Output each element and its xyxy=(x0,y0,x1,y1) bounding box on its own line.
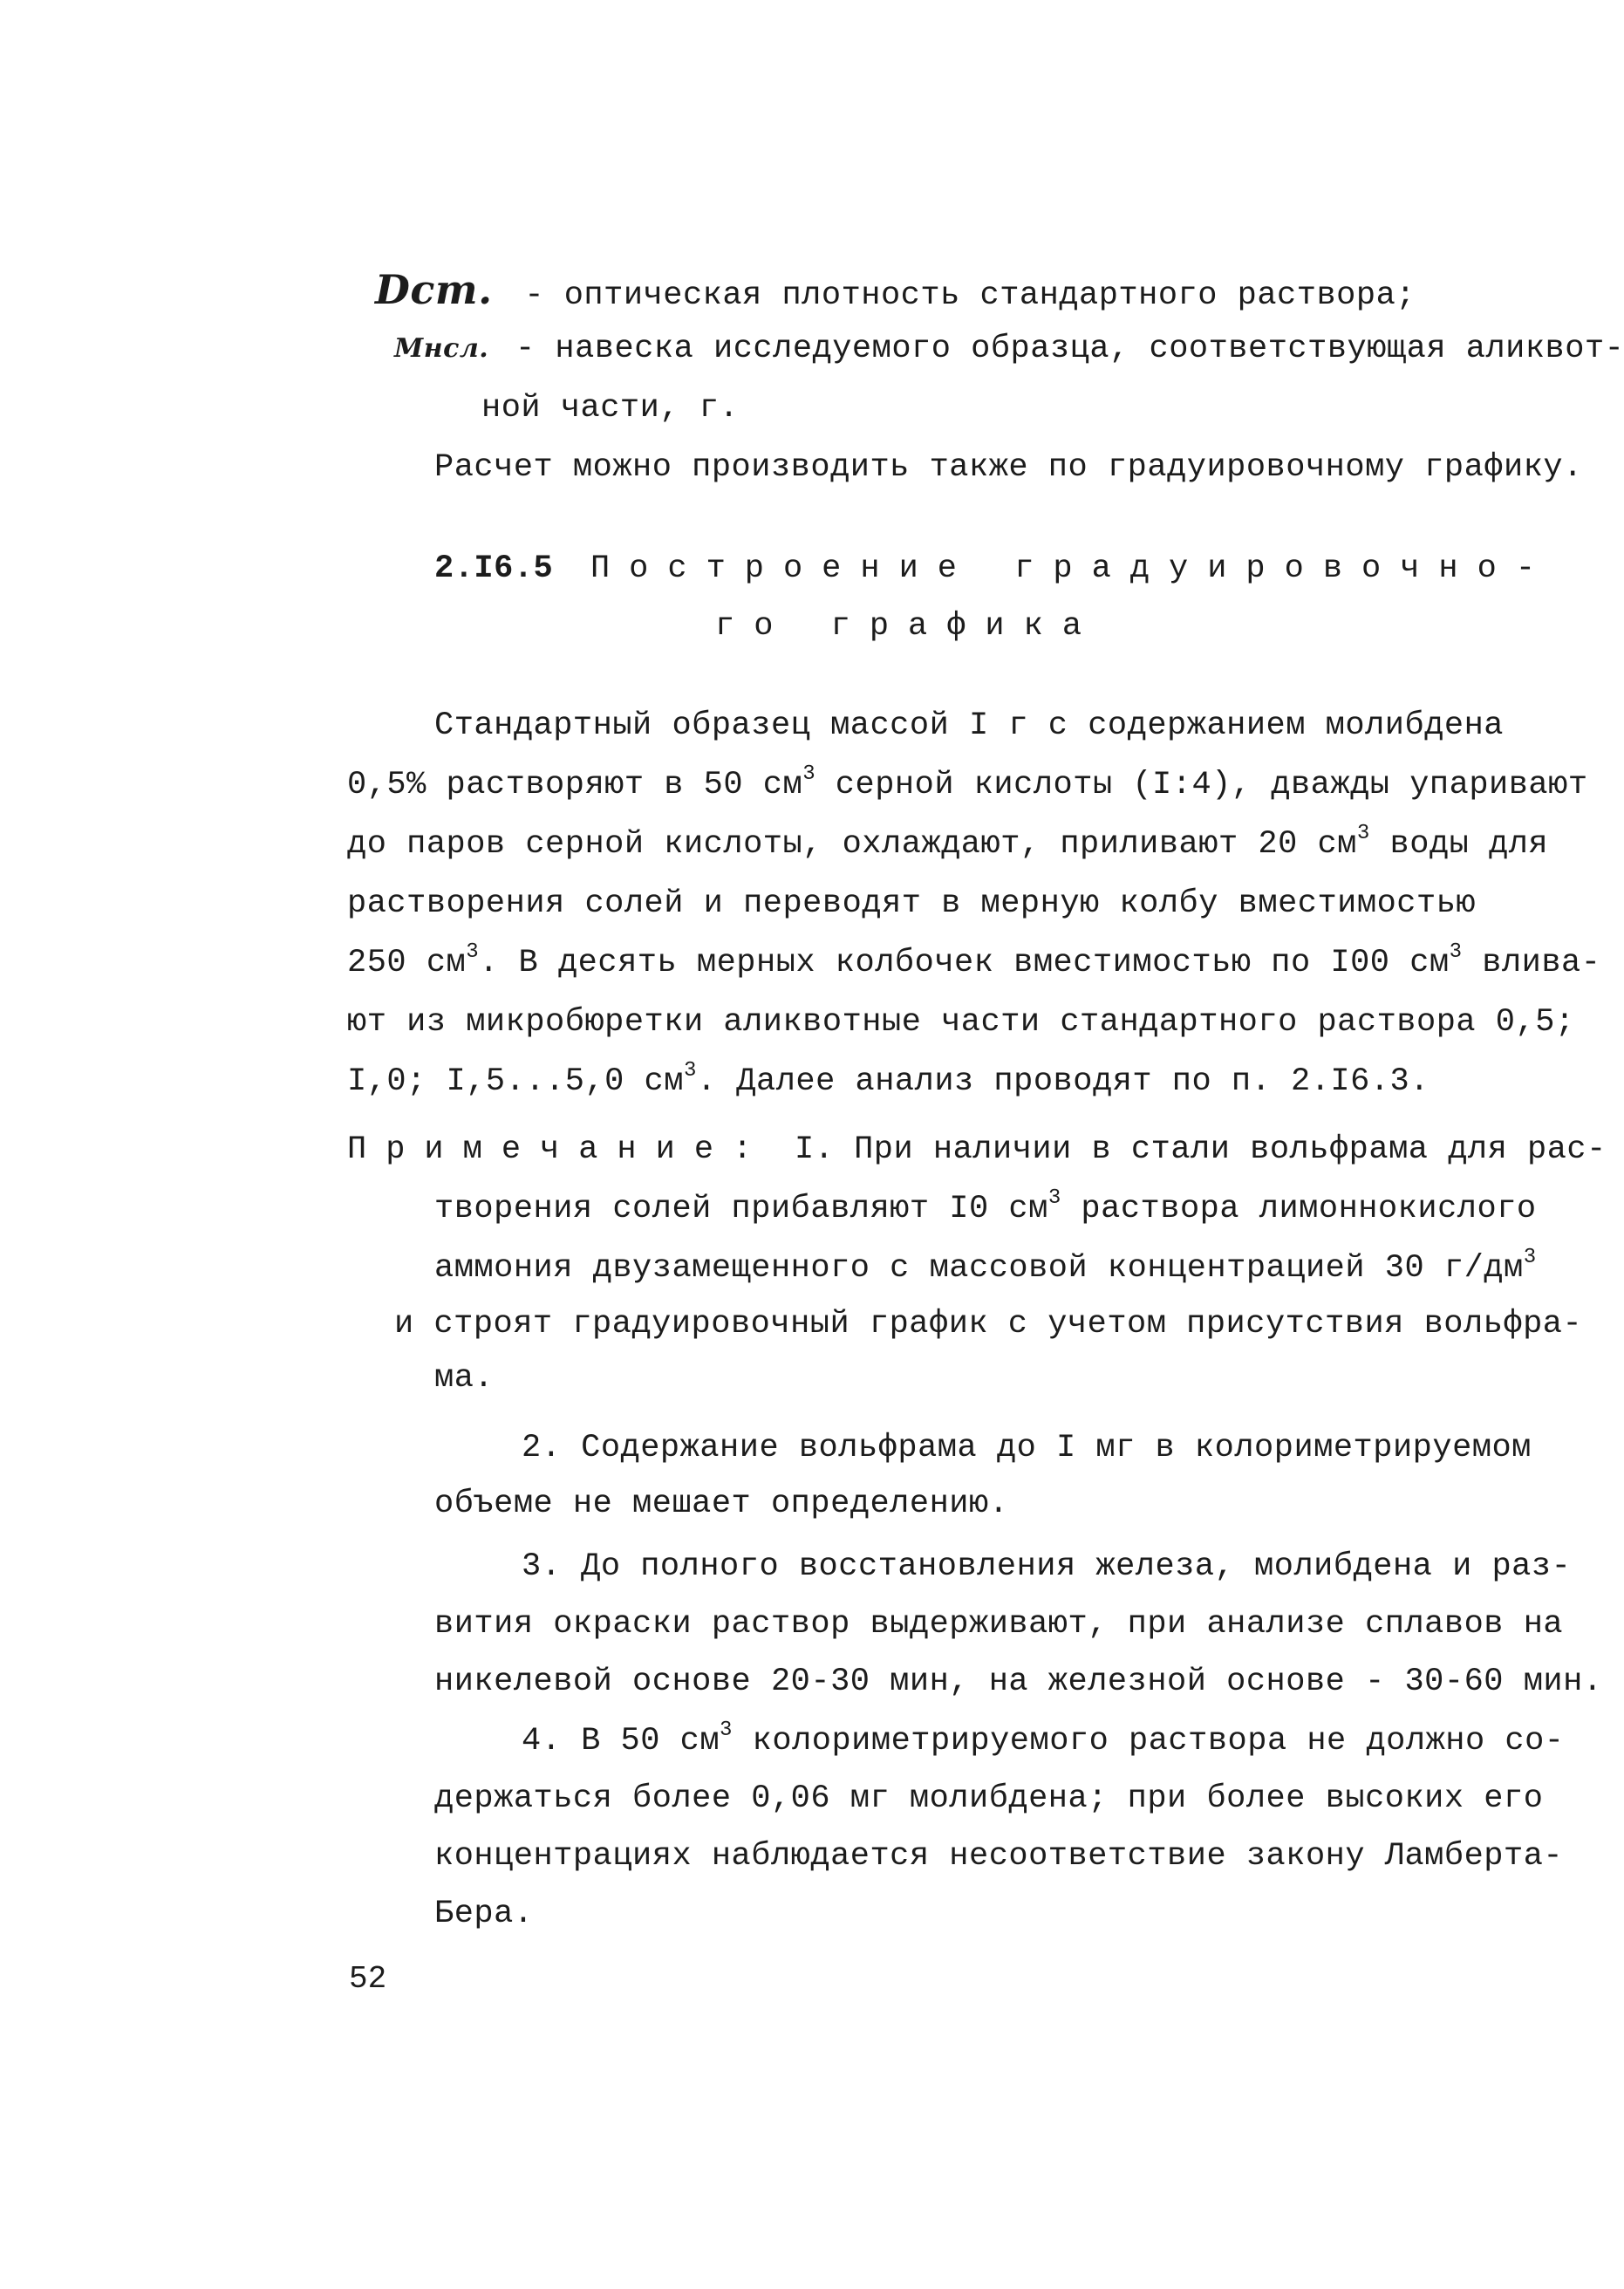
note-line: и строят градуировочный график с учетом присутствия вольфра- xyxy=(394,1306,1583,1343)
note-line: 3. До полного восстановления железа, молибдена и раз- xyxy=(522,1548,1572,1585)
body-line: I,0; I,5...5,0 $см^3$. Далее анализ проводят по п. 2.I6.3. xyxy=(347,1059,1430,1100)
superscript: 3 xyxy=(1449,940,1463,964)
calculation-note: Расчет можно производить также по градуировочному графику. xyxy=(434,449,1583,486)
superscript: 3 xyxy=(802,762,816,786)
note-line: 2. Содержание вольфрама до I мг в колориметрируемом xyxy=(522,1430,1532,1466)
definition-line-2 xyxy=(394,328,1624,370)
note-line: аммония двузамещенного с массовой концентрацией 30 $г/дм^3$ xyxy=(434,1246,1537,1287)
note-line: никелевой основе 20-30 мин, на железной основе - 30-60 мин. xyxy=(434,1664,1603,1700)
symbol-d-st: Dст. xyxy=(375,266,493,313)
definition-line-1 xyxy=(375,266,1416,317)
body-line: Стандартный образец массой I г с содержанием молибдена xyxy=(434,707,1504,744)
body-line: до паров серной кислоты, охлаждают, приливают 20 $см^3$ воды для xyxy=(347,822,1549,863)
definition-continuation: ной части, г. xyxy=(481,390,740,427)
section-heading xyxy=(434,548,1554,590)
body-line: 250 $см^3$. В десять мерных колбочек вместимостью по I00 $см^3$ влива- xyxy=(347,940,1601,981)
note-heading: Примечание: xyxy=(347,1131,772,1168)
body-line: ют из микробюретки аликвотные части стандартного раствора 0,5; xyxy=(347,1004,1575,1041)
note-line: Бера. xyxy=(434,1896,534,1932)
note-line: концентрациях наблюдается несоответствие закону Ламберта- xyxy=(434,1838,1564,1875)
superscript: 3 xyxy=(683,1059,697,1083)
superscript: 3 xyxy=(1047,1186,1061,1210)
superscript: 3 xyxy=(1356,822,1370,845)
section-number: 2.I6.5 xyxy=(434,550,554,587)
definition-text: - оптическая плотность стандартного раствора; xyxy=(524,277,1416,314)
page-number: 52 xyxy=(349,1961,387,1997)
section-title: Построение градуировочно- xyxy=(590,550,1555,587)
note-line: держаться более 0,06 мг молибдена; при более высоких его xyxy=(434,1780,1544,1817)
note-line: объеме не мешает определению. xyxy=(434,1486,1009,1522)
symbol-m-nsl: Mнсл. xyxy=(394,333,489,364)
note-line: ма. xyxy=(434,1360,495,1397)
note-line: Примечание: I. При наличии в стали вольфрама для рас- xyxy=(347,1131,1607,1168)
superscript: 3 xyxy=(466,940,480,964)
definition-text: - навеска исследуемого образца, соответствующая аликвот- xyxy=(515,331,1624,367)
note-line: творения солей прибавляют I0 $см^3$ раствора лимоннокислого xyxy=(434,1186,1537,1227)
note-line: вития окраски раствор выдерживают, при анализе сплавов на xyxy=(434,1606,1564,1643)
section-title-continuation: го графика xyxy=(715,608,1102,645)
body-line: растворения солей и переводят в мерную колбу вместимостью xyxy=(347,885,1477,922)
body-line: 0,5% растворяют в 50 $см^3$ серной кислоты (I:4), дважды упаривают xyxy=(347,762,1588,803)
superscript: 3 xyxy=(720,1718,733,1742)
note-line: 4. В 50 $см^3$ колориметрируемого раствора не должно со- xyxy=(522,1718,1565,1759)
superscript: 3 xyxy=(1523,1246,1537,1269)
